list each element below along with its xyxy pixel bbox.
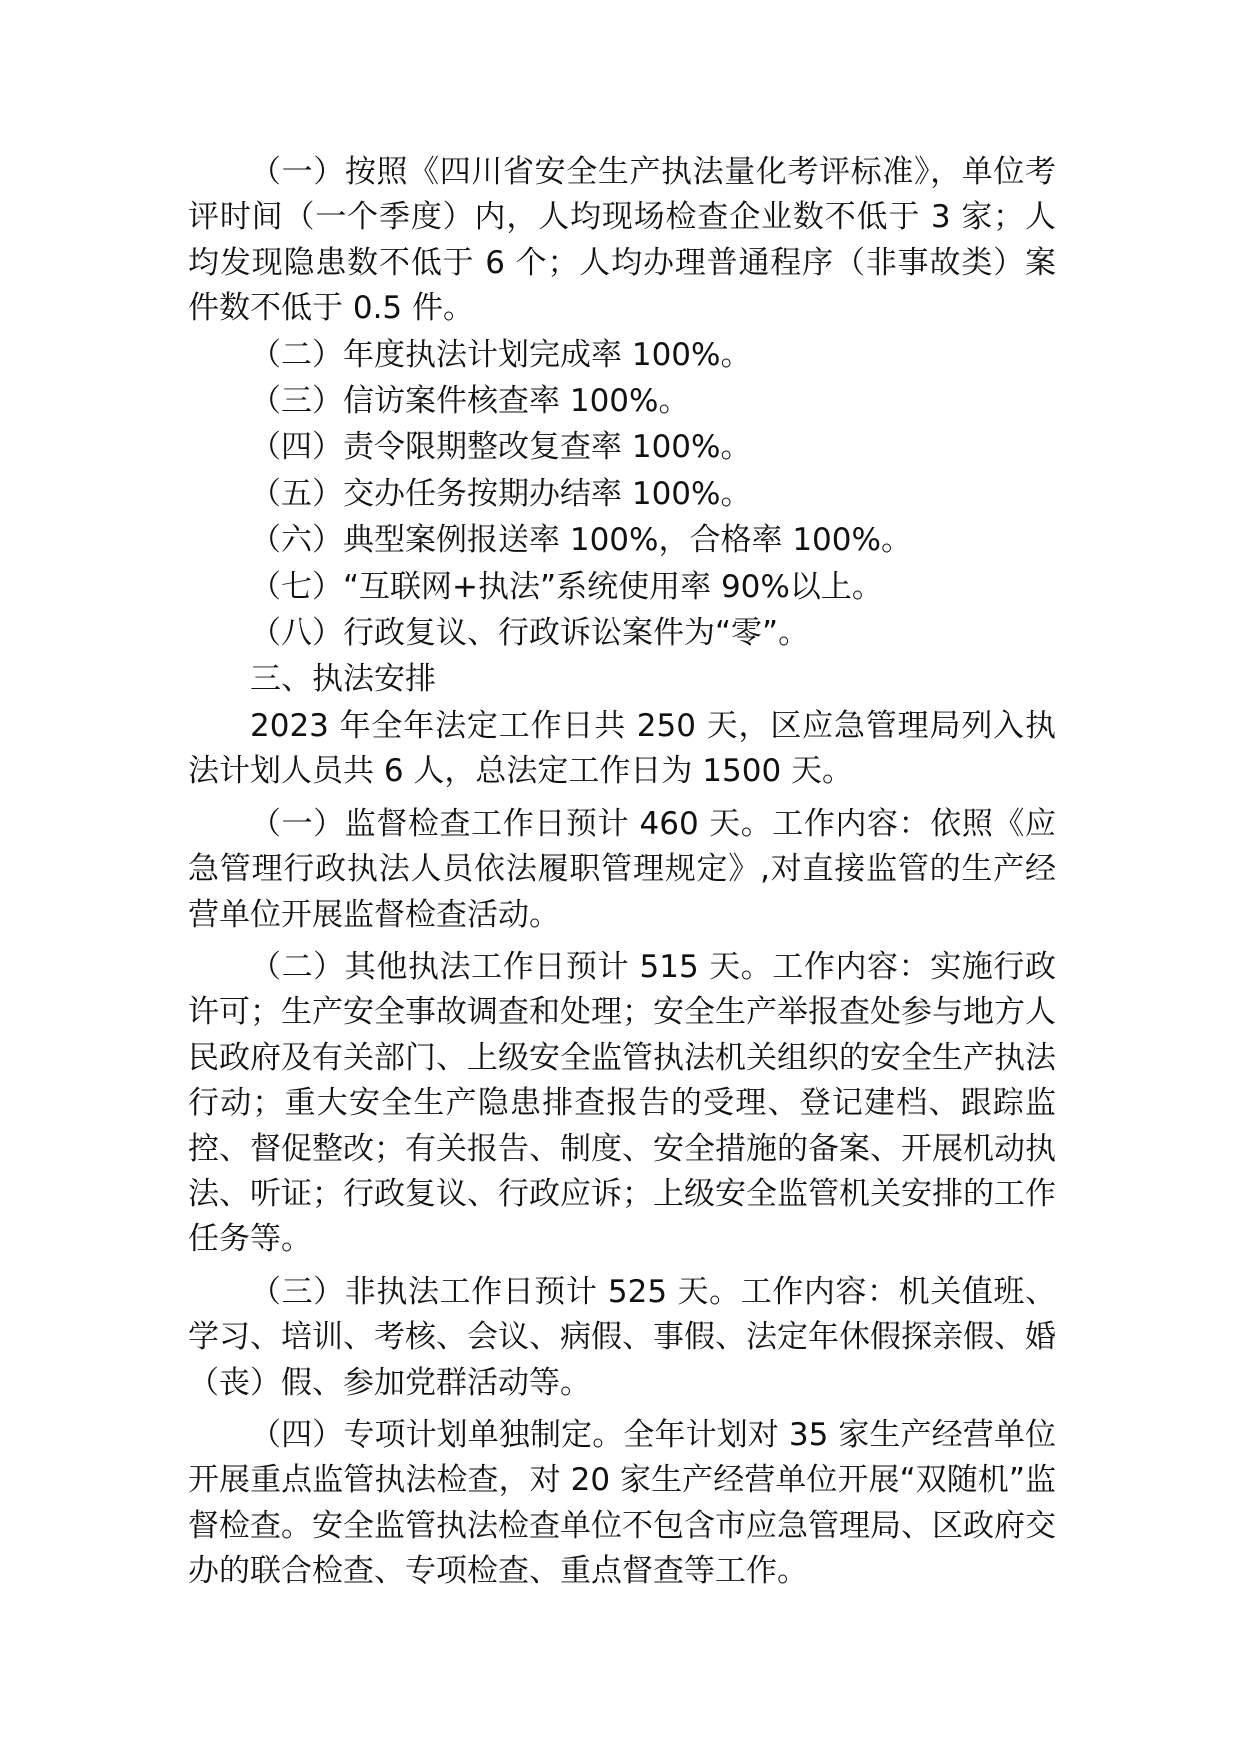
section-heading-enforcement-arrangement: 三、执法安排 [250, 661, 436, 698]
paragraph-non-enforcement-days: （三）非执法工作日预计 525 天。工作内容：机关值班、学习、培训、考核、会议、病假、事假、法定年休假探亲假、婚（丧）假、参加党群活动等。 [188, 1273, 1056, 1401]
paragraph-supervision-days: （一）监督检查工作日预计 460 天。工作内容：依照《应急管理行政执法人员依法履职管理规定》,对直接监管的生产经营单位开展监督检查活动。 [188, 805, 1056, 933]
paragraph-target-quantified: （一）按照《四川省安全生产执法量化考评标准》，单位考评时间（一个季度）内，人均现场检查企业数不低于 3 家；人均发现隐患数不低于 6 个；人均办理普通程序（非事故类）案件数不低于 0.5 件。 [188, 154, 1056, 327]
paragraph-other-enforcement-days: （二）其他执法工作日预计 515 天。工作内容：实施行政许可；生产安全事故调查和处理；安全生产举报查处参与地方人民政府及有关部门、上级安全监管执法机关组织的安全生产执法行动；重大安全生产隐患排查报告的受理、登记建档、跟踪监控、督促整改；有关报告、制度、安全措施的备案、开展机动执法、听证；行政复议、行政应诉；上级安全监管机关安排的工作任务等。 [188, 948, 1056, 1258]
paragraph-special-plan: （四）专项计划单独制定。全年计划对 35 家生产经营单位开展重点监管执法检查，对 20 家生产经营单位开展“双随机”监督检查。安全监管执法检查单位不包含市应急管理局、区政府交办的联合检查、专项检查、重点督查等工作。 [188, 1416, 1056, 1590]
paragraph-target-typical-cases: （六）典型案例报送率 100%，合格率 100%。 [250, 522, 912, 559]
paragraph-workdays-total: 2023 年全年法定工作日共 250 天，区应急管理局列入执法计划人员共 6 人，总法定工作日为 1500 天。 [188, 707, 1056, 790]
paragraph-target-assigned-tasks: （五）交办任务按期办结率 100%。 [250, 475, 752, 512]
paragraph-target-rectification: （四）责令限期整改复查率 100%。 [250, 429, 752, 466]
paragraph-target-plan-completion: （二）年度执法计划完成率 100%。 [250, 336, 752, 373]
document-page [188, 150, 1056, 1595]
paragraph-target-review-litigation: （八）行政复议、行政诉讼案件为“零”。 [250, 615, 810, 652]
paragraph-target-petition: （三）信访案件核查率 100%。 [250, 383, 690, 420]
paragraph-target-system-usage: （七）“互联网+执法”系统使用率 90%以上。 [250, 568, 883, 605]
